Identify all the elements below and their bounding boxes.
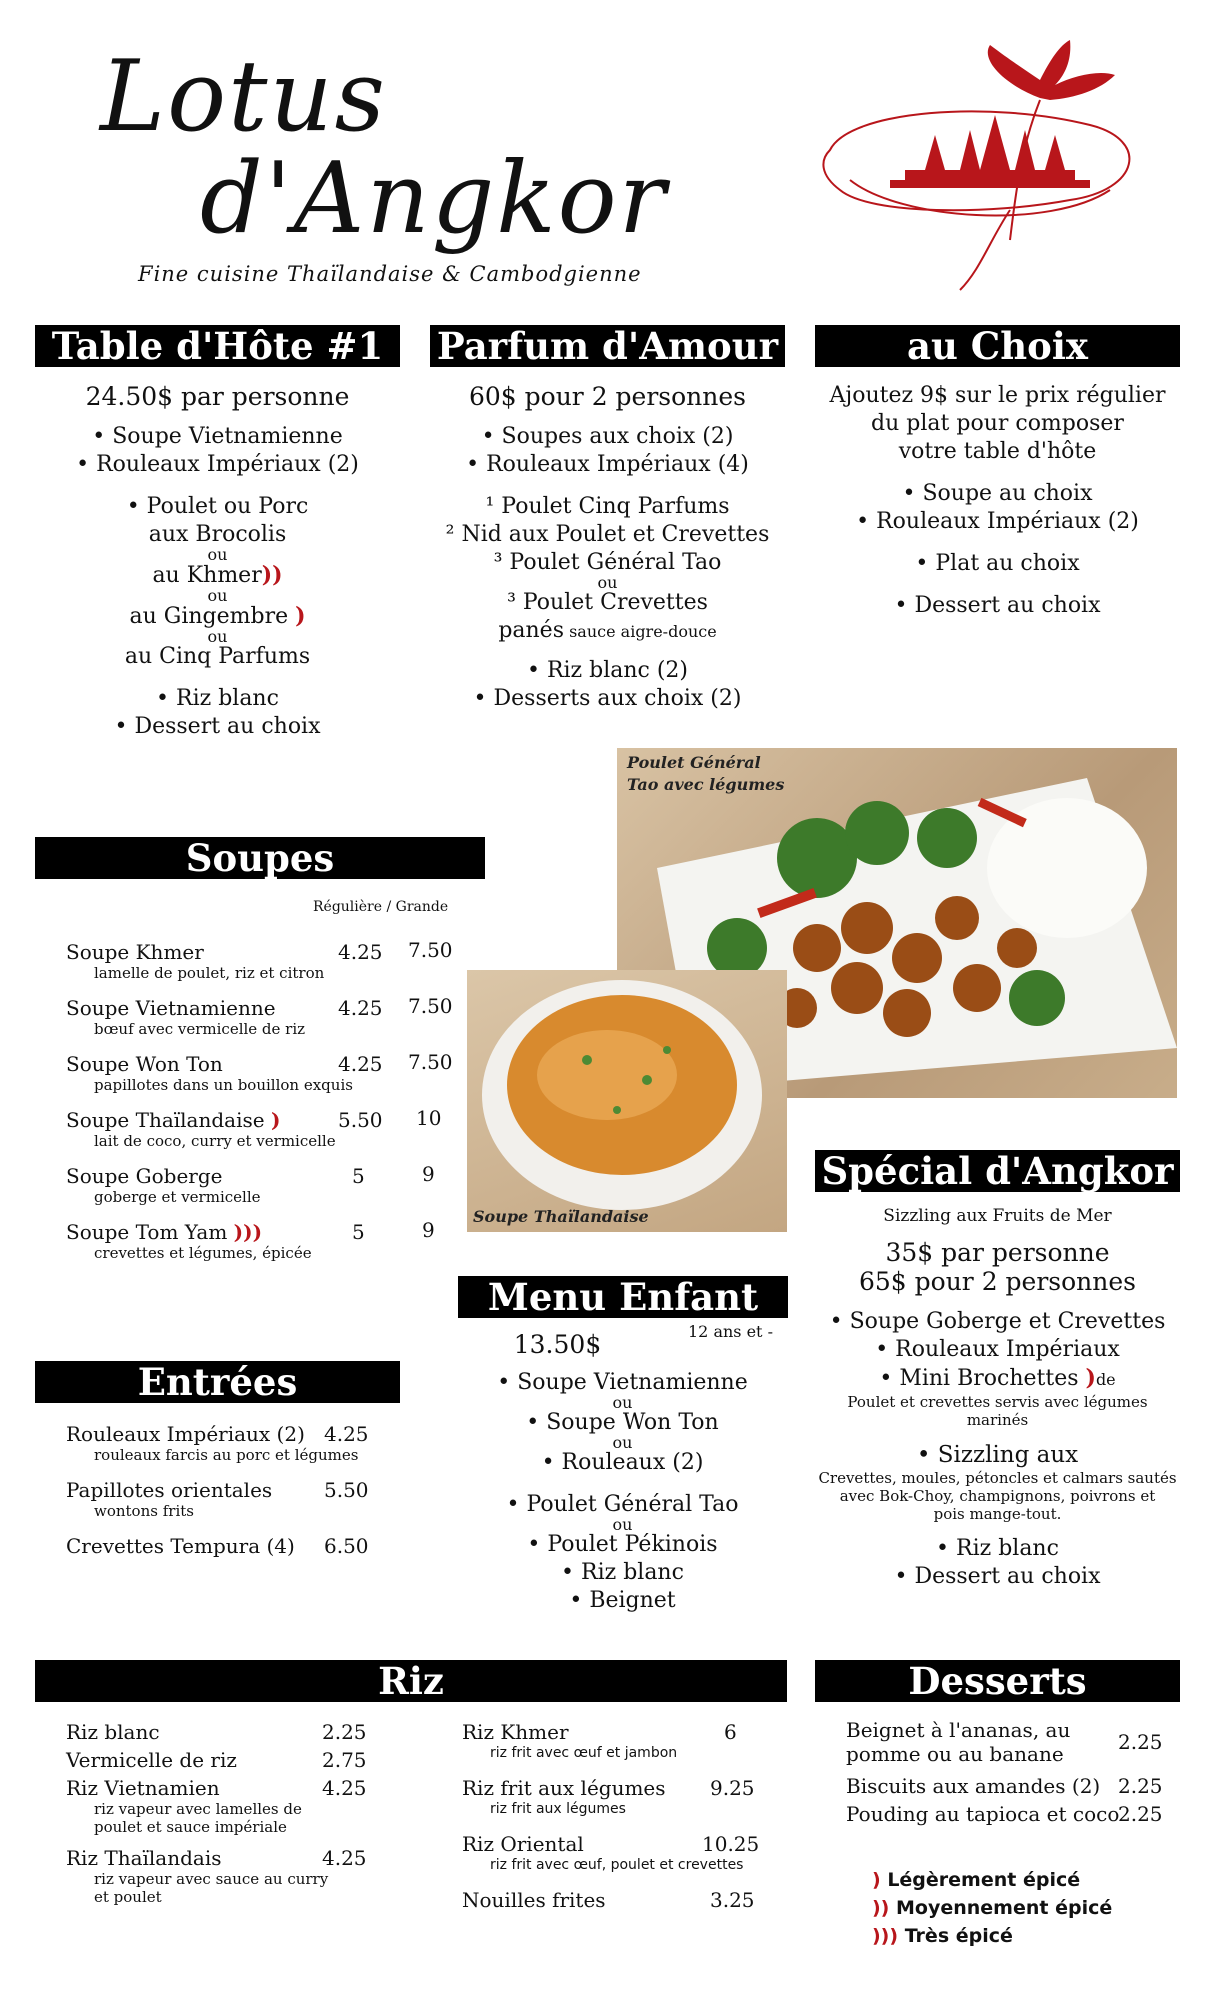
list-item: Riz Oriental riz frit avec œuf, poulet et crevettes 10.25: [462, 1832, 760, 1873]
list-item: Vermicelle de riz 2.75: [66, 1748, 367, 1772]
spice-icon: ): [295, 603, 306, 629]
table-hote-main: • Poulet ou Porc: [126, 494, 309, 519]
table-hote-option: au Gingembre: [129, 604, 289, 629]
parfum-title: Parfum d'Amour: [430, 325, 785, 367]
special-desc: Poulet et crevettes servis avec légumes: [847, 1393, 1148, 1411]
special-item-suffix: de: [1095, 1370, 1116, 1389]
riz-list-left: [66, 1720, 386, 1906]
legend-item: ))) Très épicé: [872, 1925, 1013, 1947]
parfum-item: • Rouleaux Impériaux (4): [466, 452, 749, 477]
enfant-item: • Soupe Won Ton: [526, 1410, 719, 1435]
parfum-section: [430, 382, 785, 713]
special-desc: pois mange-tout.: [933, 1505, 1062, 1523]
special-price: 65$ pour 2 personnes: [858, 1267, 1137, 1296]
list-item: Soupe Won Ton papillotes dans un bouillon exquis 4.25 7.50: [66, 1050, 453, 1094]
desserts-title: Desserts: [815, 1660, 1180, 1702]
soupes-size-header: Régulière / Grande: [313, 899, 449, 915]
table-hote-item: • Riz blanc: [156, 686, 279, 711]
enfant-item: • Rouleaux (2): [541, 1450, 704, 1475]
enfant-section: [430, 1330, 815, 1615]
spice-icon: ): [1085, 1365, 1096, 1391]
spice-icon: )): [872, 1897, 890, 1919]
parfum-item: • Desserts aux choix (2): [473, 686, 742, 711]
logo-line-2: d'Angkor: [200, 142, 668, 256]
enfant-age: 12 ans et -: [688, 1322, 773, 1341]
list-item: Beignet à l'ananas, au pomme ou au banane 2.25: [846, 1718, 1163, 1766]
or-label: ou: [597, 573, 618, 592]
table-hote-item: • Soupe Vietnamienne: [92, 424, 343, 449]
enfant-item: • Beignet: [569, 1588, 676, 1613]
choix-desc: du plat pour composer: [871, 411, 1124, 436]
or-label: ou: [612, 1393, 633, 1412]
parfum-item: • Soupes aux choix (2): [481, 424, 734, 449]
spice-legend: [872, 1866, 1112, 1950]
lotus-temple-logo-icon: [810, 40, 1190, 300]
choix-title: au Choix: [815, 325, 1180, 367]
list-item: Soupe Thaïlandaise ) lait de coco, curry et vermicelle 5.50 10: [66, 1106, 442, 1150]
list-item: Nouilles frites 3.25: [462, 1888, 755, 1912]
list-item: Soupe Vietnamienne bœuf avec vermicelle de riz 4.25 7.50: [66, 994, 453, 1038]
choix-desc: Ajoutez 9$ sur le prix régulier: [829, 383, 1166, 408]
table-hote-option: au Khmer: [152, 563, 262, 588]
special-section: [815, 1206, 1180, 1591]
list-item: Soupe Khmer lamelle de poulet, riz et citron 4.25 7.50: [66, 938, 453, 982]
parfum-main: ³ Poulet Crevettes: [507, 590, 708, 615]
spice-icon: ))): [872, 1925, 899, 1947]
entrees-list: [66, 1422, 396, 1564]
enfant-item: • Soupe Vietnamienne: [497, 1370, 748, 1395]
riz-title: Riz: [35, 1660, 787, 1702]
parfum-sauce: sauce aigre-douce: [564, 622, 717, 641]
soupe-thai-photo: [467, 970, 787, 1232]
list-item: Papillotes orientales wontons frits 5.50: [66, 1478, 369, 1520]
legend-item: )) Moyennement épicé: [872, 1897, 1113, 1919]
special-item: • Mini Brochettes: [879, 1366, 1079, 1391]
list-item: Rouleaux Impériaux (2) rouleaux farcis au porc et légumes 4.25: [66, 1422, 369, 1464]
choix-item: • Soupe au choix: [902, 481, 1093, 506]
table-hote-section: [35, 382, 400, 741]
parfum-main: ¹ Poulet Cinq Parfums: [485, 494, 730, 519]
table-hote-main: aux Brocolis: [148, 522, 287, 547]
soupes-title: Soupes: [35, 837, 485, 879]
enfant-item: • Poulet Général Tao: [506, 1492, 739, 1517]
tagline: Fine cuisine Thaïlandaise & Cambodgienne: [138, 262, 642, 286]
list-item: Biscuits aux amandes (2) 2.25: [846, 1774, 1163, 1798]
list-item: Pouding au tapioca et coco 2.25: [846, 1802, 1163, 1826]
list-item: Riz blanc 2.25: [66, 1720, 367, 1744]
table-hote-price: 24.50$ par personne: [85, 382, 350, 411]
or-label: ou: [207, 586, 228, 605]
desserts-list: [846, 1718, 1166, 1830]
enfant-price: 13.50$: [513, 1330, 602, 1359]
parfum-item: • Riz blanc (2): [526, 658, 689, 683]
special-title: Spécial d'Angkor: [815, 1150, 1180, 1192]
enfant-item: • Riz blanc: [561, 1560, 684, 1585]
special-price: 35$ par personne: [885, 1238, 1110, 1267]
list-item: Riz Vietnamien riz vapeur avec lamelles de poulet et sauce impériale 4.25: [66, 1776, 367, 1836]
special-item: • Dessert au choix: [894, 1564, 1101, 1589]
list-item: Soupe Goberge goberge et vermicelle 5 9: [66, 1162, 435, 1206]
parfum-main: ² Nid aux Poulet et Crevettes: [445, 522, 770, 547]
spice-icon: )): [261, 562, 283, 588]
special-item: • Sizzling aux: [916, 1442, 1079, 1468]
special-item: • Soupe Goberge et Crevettes: [829, 1309, 1166, 1334]
photo-caption: Poulet Général Tao avec légumes: [627, 753, 785, 794]
special-desc: Crevettes, moules, pétoncles et calmars sautés: [818, 1469, 1177, 1487]
or-label: ou: [612, 1433, 633, 1452]
choix-desc: votre table d'hôte: [898, 439, 1097, 464]
choix-item: • Plat au choix: [915, 551, 1080, 576]
entrees-title: Entrées: [35, 1361, 400, 1403]
table-hote-title: Table d'Hôte #1: [35, 325, 400, 367]
photo-caption: Soupe Thaïlandaise: [473, 1207, 649, 1226]
list-item: Soupe Tom Yam ))) crevettes et légumes, épicée 5 9: [66, 1218, 435, 1262]
legend-item: ) Légèrement épicé: [872, 1869, 1081, 1891]
table-hote-item: • Rouleaux Impériaux (2): [76, 452, 359, 477]
special-desc: marinés: [966, 1411, 1029, 1429]
or-label: ou: [207, 627, 228, 646]
riz-list-right: [462, 1720, 782, 1916]
special-item: • Riz blanc: [936, 1536, 1059, 1561]
enfant-item: • Poulet Pékinois: [527, 1532, 718, 1557]
list-item: Riz frit aux légumes riz frit aux légumes 9.25: [462, 1776, 755, 1817]
list-item: Riz Thaïlandais riz vapeur avec sauce au curry et poulet 4.25: [66, 1846, 367, 1906]
parfum-main: ³ Poulet Général Tao: [493, 550, 722, 575]
choix-item: • Dessert au choix: [894, 593, 1101, 618]
table-hote-item: • Dessert au choix: [114, 714, 321, 739]
or-label: ou: [207, 545, 228, 564]
special-desc: avec Bok-Choy, champignons, poivrons et: [839, 1487, 1156, 1505]
enfant-title: Menu Enfant: [458, 1276, 788, 1318]
logo-line-1: Lotus: [100, 40, 387, 154]
or-label: ou: [612, 1515, 633, 1534]
soupes-list: [66, 940, 466, 1276]
spice-icon: ): [872, 1869, 881, 1891]
parfum-main: panés: [498, 618, 564, 643]
list-item: Riz Khmer riz frit avec œuf et jambon 6: [462, 1720, 737, 1761]
choix-section: [815, 382, 1180, 620]
special-item: • Rouleaux Impériaux: [875, 1337, 1120, 1362]
choix-item: • Rouleaux Impériaux (2): [856, 509, 1139, 534]
special-subtitle: Sizzling aux Fruits de Mer: [883, 1206, 1112, 1226]
parfum-price: 60$ pour 2 personnes: [468, 382, 747, 411]
list-item: Crevettes Tempura (4) 6.50: [66, 1534, 369, 1558]
table-hote-option: au Cinq Parfums: [124, 644, 311, 669]
